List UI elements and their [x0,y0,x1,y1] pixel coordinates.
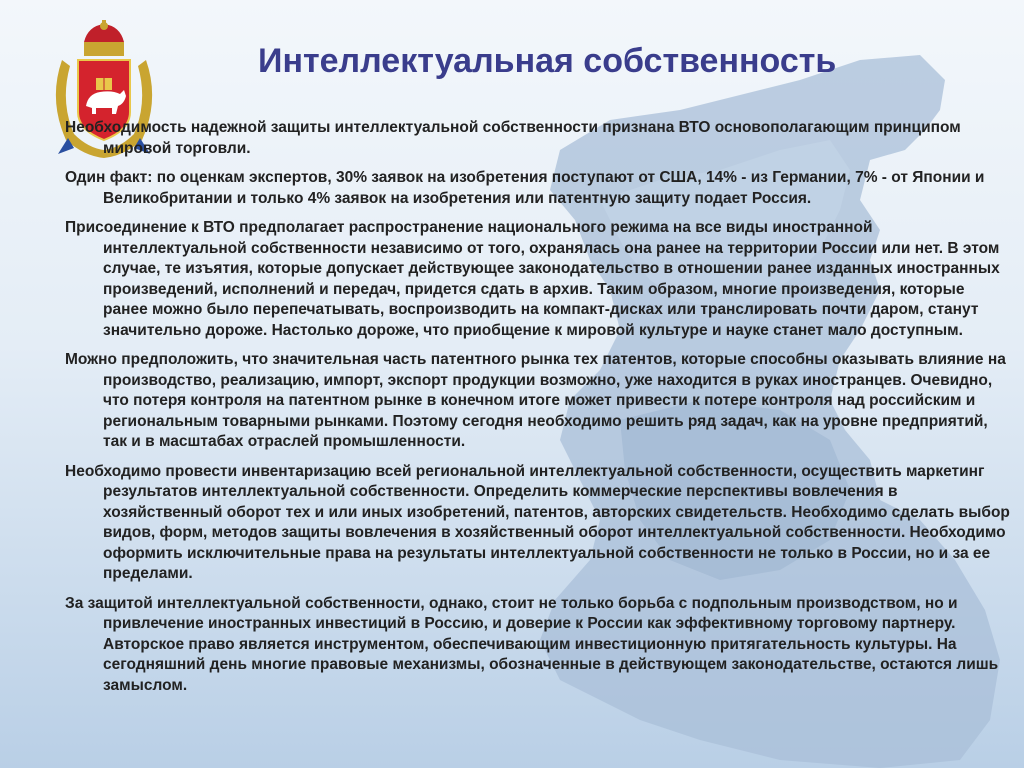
paragraph: Присоединение к ВТО предполагает распространение национального режима на все виды иностранной интеллектуальной собственности независимо от того, охранялась она ранее на территории России или нет. В этом случае, те изъятия, которые допускает действующее законодательство в отношении ранее изданных иностранных произведений, исполнений и передач, придется сдать в архив. Таким образом, многие произведения, которые ранее можно было перепечатывать, воспроизводить на компакт-дисках или транслировать почти даром, станут значительно дороже. Настолько дороже, что приобщение к мировой культуре и науке станет мало доступным. [65,219,1000,339]
paragraph: Можно предположить, что значительная часть патентного рынка тех патентов, которые способны оказывать влияние на производство, реализацию, импорт, экспорт продукции возможно, уже находится в руках иностранцев. Очевидно, что потеря контроля на патентном рынке в конечном итоге может привести к потере контроля над российским и региональным товарными рынками. Поэтому сегодня необходимо решить ряд задач, как на уровне предприятий, так и в масштабах отраслей промышленности. [65,351,1006,450]
slide-title: Интеллектуальная собственность [258,42,837,80]
paragraph: Один факт: по оценкам экспертов, 30% заявок на изобретения поступают от США, 14% - из Германии, 7% - от Японии и Великобритании и только 4% заявок на изобретения или патентную защиту подает Россия. [65,169,985,207]
slide-body [65,118,1013,705]
paragraph: За защитой интеллектуальной собственности, однако, стоит не только борьба с подпольным производством, но и привлечение иностранных инвестиций в Россию, и доверие к России как эффективному торговому партнеру. Авторское право является инструментом, обеспечивающим инвестиционную притягательность культуры. На сегодняшний день многие правовые механизмы, обозначенные в действующем законодательстве, остаются лишь замыслом. [65,594,999,694]
paragraph: Необходимо провести инвентаризацию всей региональной интеллектуальной собственности, осуществить маркетинг результатов интеллектуальной собственности. Определить коммерческие перспективы вовлечения в хозяйственный оборот тех и или иных изобретений, патентов, авторских свидетельств. Необходимо сделать выбор видов, форм, методов защиты вовлечения в хозяйственный оборот интеллектуальной собственности. Необходимо оформить исключительные права на результаты интеллектуальной собственности не только в России, но и за ее пределами. [65,462,1010,582]
paragraph: Необходимость надежной защиты интеллектуальной собственности признана ВТО основополагающим принципом мировой торговли. [65,119,961,157]
